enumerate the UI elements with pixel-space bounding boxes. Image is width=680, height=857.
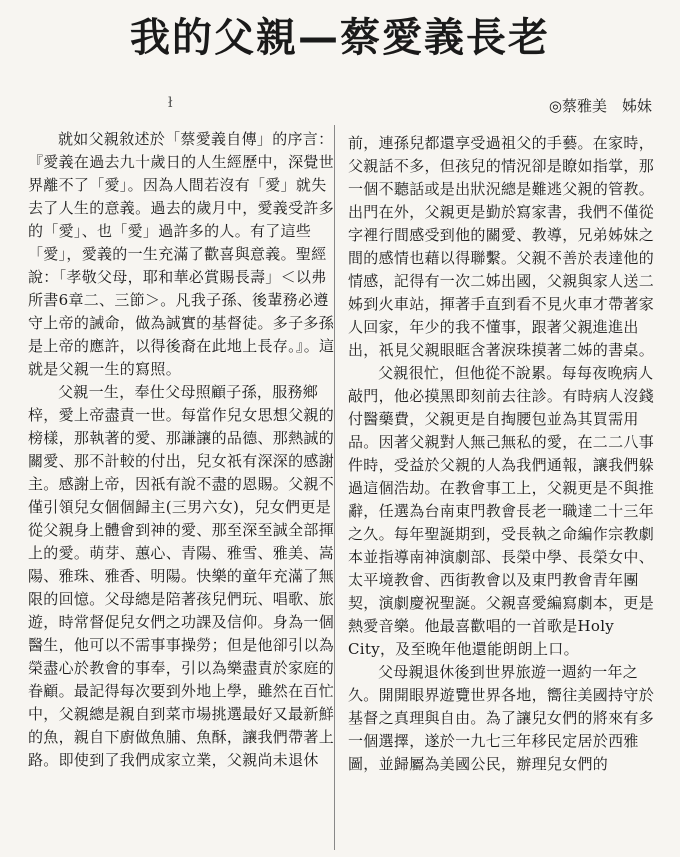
paragraph: 父親很忙，但他從不說累。每每夜晚病人敲門，他必摸黑即刻前去往診。有時病人沒錢付醫藥費，父親更是自掏腰包並為其買需用品。因著父親對人無己無私的愛，在二二八事件時，受益於父親的人為我們通報，讓我們躲過這個浩劫。在教會事工上，父親更是不與推辭，任選為台南東門教會長老一職達二十三年之久。每年聖誕期到，受長執之命編作宗教劇本並指導南神演劇部、長榮中學、長榮女中、太平境教會、西街教會以及東門教會青年團契，演劇慶祝聖誕。父親喜愛編寫劇本，更是熱愛音樂。他最喜歡唱的一首歌是Holy City，及至晚年他還能朗朗上口。 [348,364,655,658]
paragraph: 就如父親敘述於「蔡愛義自傳」的序言：『愛義在過去九十歲日的人生經歷中，深覺世界離不了「愛」。因為人間若沒有「愛」就失去了人生的意義。過去的歲月中，愛義受許多的「愛」、也「愛」過許多的人。有了這些「愛」，愛義的一生充滿了歡喜與意義。聖經說：「孝敬父母，耶和華必賞賜長壽」＜以弗所書6章二、三節＞。凡我子孫、後輩務必遵守上帝的誡命，做為誠實的基督徒。多子多孫是上帝的應許，以得後裔在此地上長存。』。這就是父親一生的寫照。 [28,130,335,378]
decorative-mark: ł [168,95,173,111]
paragraph: 父親一生，奉仕父母照顧子孫，服務鄉梓，愛上帝盡責一世。每當作兒女思想父親的榜樣，那執著的愛、那謙讓的品德、那熱誠的關愛、那不計較的付出，兒女祇有深深的感謝主。感謝上帝，因祇有說不盡的恩賜。父親不僅引領兒女個個歸主(三男六女)，兒女們更是從父親身上體會到神的愛、那至深至誠全部揮上的愛。萌芽、蕙心、青陽、雅雪、雅美、嵩陽、雅珠、雅香、明陽。快樂的童年充滿了無限的回憶。父母總是陪著孩兒們玩、唱歌、旅遊，時常督促兒女們之功課及信仰。身為一個醫生，他可以不需事事操勞；但是他卻引以為榮盡心於教會的事奉，引以為樂盡責於家庭的眷顧。最記得每次要到外地上學，雖然在百忙中，父親總是親自到菜市場挑選最好又最新鮮的魚，親自下廚做魚脯、魚酥，讓我們帶著上路。即使到了我們成家立業，父親尚未退休 [28,383,335,769]
left-column [28,128,338,772]
paragraph: 前，連孫兒都還享受過祖父的手藝。在家時，父親話不多，但孩兒的情況卻是瞭如指掌，那一個不聽話或是出狀況總是難逃父親的管教。出門在外，父親更是勤於寫家書，我們不僅從字裡行間感受到他的關愛、教導，兄弟姊妹之間的感情也藉以得聯繫。父親不善於表達他的情感，記得有一次二姊出國，父親與家人送二姊到火車站，揮著手直到看不見火車才帶著家人回家，年少的我不懂事，跟著父親進進出出，祇見父親眼眶含著淚珠摸著二姊的書桌。 [348,134,655,359]
article-title: 我的父親—蔡愛義長老 [130,15,550,61]
column-divider [334,125,335,850]
paragraph: 父母親退休後到世界旅遊一週約一年之久。開開眼界遊覽世界各地，嚮往美國持守於基督之真理與自由。為了讓兒女們的將來有多一個選擇，遂於一九七三年移民定居於西雅圖，並歸屬為美國公民，辦理兒女們的 [348,663,655,773]
right-column [348,132,658,776]
article-byline: ◎蔡雅美 姊妹 [548,97,652,115]
